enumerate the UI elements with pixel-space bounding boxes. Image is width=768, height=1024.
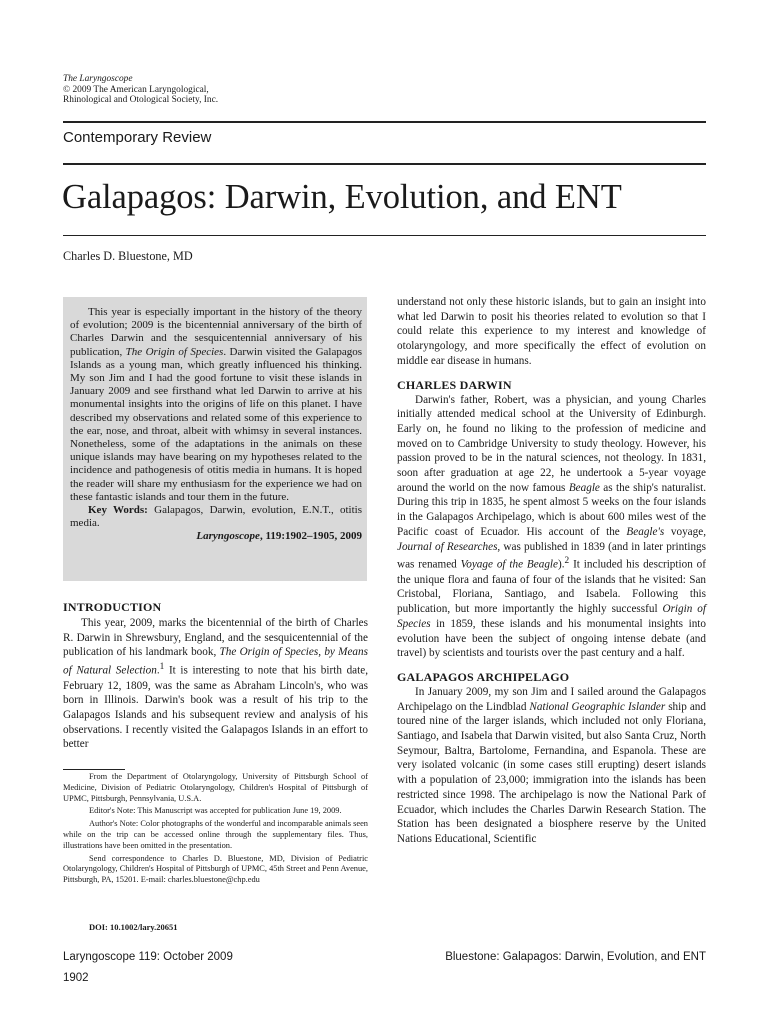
title-bottom-rule — [63, 235, 706, 236]
charles-darwin-paragraph: Darwin's father, Robert, was a physician, and young Charles initially attended medical school at the University of Edinburgh. Early on, he found no liking to the profession of medicine and moved on to Cambridge University to study theology. However, his passion proved to be in the natural sciences, not theology. In 1831, soon after graduation at age 22, he undertook a 5-year voyage around the world on the now famous Beagle as the ship's naturalist. During this trip in 1835, he spent almost 5 weeks on the four islands in the Galapagos Archipelago, which is about 600 miles west of the Pacific coast of Ecuador. His account of the Beagle's voyage, Journal of Researches, was published in 1839 (and in later printings was renamed Voyage of the Beagle).$^2$ It included his description of the unique flora and fauna of four of the islands that he visited: San Cristobal, Floriana, Santiago, and Isabela. Following this publication, but more importantly the highly successful Origin of Species in 1859, these islands and his monumental insights into evolution have been the subject of ongoing intense debate (and travel) by scientists and tourists over the past century and a half. — [397, 393, 707, 660]
correspondence-note: Send correspondence to Charles D. Bluestone, MD, Division of Pediatric Otolaryngology, Children's Hospital of Pittsburgh of UPMC, 45th Street and Penn Avenue, Pittsburgh, PA, 15201. E-mail: charles.bluestone@chp.edu — [63, 853, 368, 885]
copyright-line: Rhinological and Otological Society, Inc. — [63, 95, 219, 105]
citation: Laryngoscope, 119:1902–1905, 2009 — [196, 530, 362, 543]
footer-running-title: Bluestone: Galapagos: Darwin, Evolution, and ENT — [445, 951, 706, 963]
reference-marker: 1 — [159, 662, 165, 673]
copyright-line: © 2009 The American Laryngological, — [63, 84, 209, 95]
charles-darwin-heading: CHARLES DARWIN — [397, 377, 512, 392]
keywords: Key Words: Galapagos, Darwin, evolution, E.N.T., otitis media. — [70, 504, 363, 530]
introduction-paragraph: This year, 2009, marks the bicentennial of the birth of Charles R. Darwin in Shrewsbury, England, and the sesquicentennial of the publication of his landmark book, The Origin of Species, by Means of Natural Selection.$^1$ It is interesting to note that his birth date, February 12, 1809, was the same as Abraham Lincoln's, who was born in Illinois. Darwin's book was a result of his trip to the Galapagos Islands and his subsequent review and analysis of his observations. I recently visited the Galapagos Islands in an effort to better — [63, 617, 369, 751]
editor-note: Editor's Note: This Manuscript was accepted for publication June 19, 2009. — [89, 806, 342, 816]
footnotes — [63, 772, 368, 888]
introduction-heading: INTRODUCTION — [63, 600, 162, 614]
article-title: Galapagos: Darwin, Evolution, and ENT — [62, 178, 622, 216]
author-line: Charles D. Bluestone, MD — [63, 249, 193, 263]
right-column — [397, 295, 706, 847]
page-number: 1902 — [63, 972, 89, 984]
galapagos-paragraph: In January 2009, my son Jim and I sailed around the Galapagos Archipelago on the Lindblad National Geographic Islander ship and toured nine of the larger islands, which included not only Floriana, Santiago, and Isabela that Darwin visited, but also Santa Cruz, North Seymour, Baltra, Bartolome, Fernandina, and Espanola. These are very isolated volcanic (in some cases still erupting) desert islands with a population of 23,000; immigration into the islands has been restricted since 1998. The archipelago is now the National Park of Ecuador, which includes the Charles Darwin Research Station. The Station has been designated a biosphere reserve by the United Nations Educational, Scientific — [397, 685, 706, 845]
journal-name: The Laryngoscope — [63, 74, 133, 84]
author-note: Author's Note: Color photographs of the wonderful and incomparable animals seen while on the trip can be accessed online through the supplementary files. Thus, illustrations have been omitted in the presentation. — [63, 819, 368, 850]
section-label: Contemporary Review — [63, 129, 212, 146]
left-column — [63, 600, 368, 752]
affiliation-note: From the Department of Otolaryngology, University of Pittsburgh School of Medicine, Division of Pediatric Otolaryngology, Children's Hospital of Pittsburgh of UPMC, Pittsburgh, Pennsylvania, U.S.A. — [63, 772, 368, 803]
header-rule — [63, 121, 706, 123]
footnote-rule — [63, 769, 125, 770]
title-top-rule — [63, 163, 706, 165]
galapagos-heading: GALAPAGOS ARCHIPELAGO — [397, 669, 570, 684]
abstract — [70, 306, 362, 544]
abstract-text: This year is especially important in the history of the theory of evolution; 2009 is the bicentennial anniversary of the birth of Charles Darwin and the sesquicentennial anniversary of his publication, The Origin of Species. Darwin visited the Galapagos Islands as a young man, which greatly influenced his thinking. My son Jim and I had the good fortune to visit these islands in January 2009 and see firsthand what led Darwin to arrive at his monumental insights into the origins of life on this planet. I have described my observations and related some of this experience to the ear, nose, and throat, albeit with whimsy in several instances. Nonetheless, some of the adaptations in the animals on these unique islands may have bearing on my hypotheses related to the incidence and pathogenesis of otitis media in humans. It is hoped the reader will share my enthusiasm for the experience we had on these fantastic islands and tour them in the future. — [70, 306, 362, 503]
doi: DOI: 10.1002/lary.20651 — [89, 922, 178, 932]
footer-journal: Laryngoscope 119: October 2009 — [63, 951, 233, 963]
journal-meta — [63, 74, 303, 106]
reference-marker: 2 — [564, 556, 570, 567]
continuation-paragraph: understand not only these historic islands, but to gain an insight into what led Darwin to posit his theories related to evolution so that I could relate this experience to my interest and knowledge of otolaryngology, and more specifically the effect of evolution on middle ear disease in humans. — [397, 296, 706, 367]
